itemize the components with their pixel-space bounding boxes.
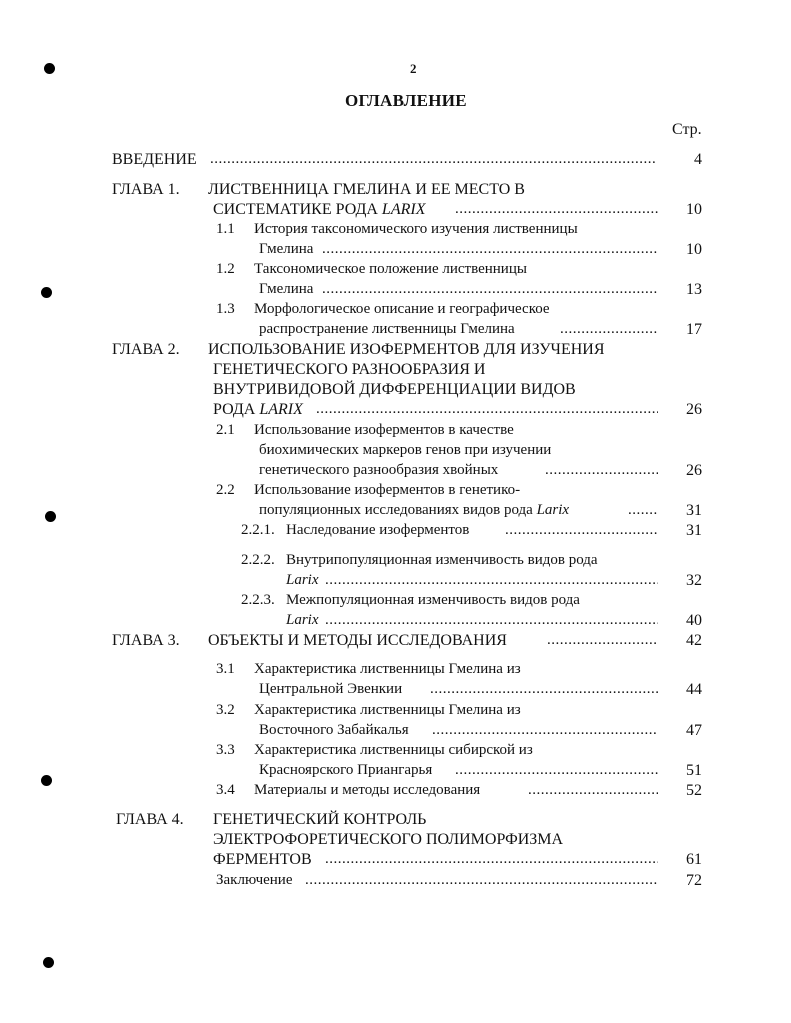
toc-title-2-2-2-line-1: Внутрипопуляционная изменчивость видов рода <box>286 552 598 568</box>
toc-page-1-1: 10 <box>686 241 702 258</box>
toc-title-chapter-3: ОБЪЕКТЫ И МЕТОДЫ ИССЛЕДОВАНИЯ <box>208 632 507 649</box>
toc-page-conclusion: 72 <box>686 872 702 889</box>
toc-title-chapter-4-line-3: ФЕРМЕНТОВ <box>213 851 312 868</box>
toc-label-2-1: 2.1 <box>216 422 235 438</box>
binding-hole-1 <box>44 63 55 74</box>
toc-page-3-1: 44 <box>686 681 702 698</box>
toc-leader <box>455 202 658 217</box>
toc-label-conclusion: Заключение <box>216 872 293 888</box>
toc-label-3-4: 3.4 <box>216 782 235 798</box>
toc-leader <box>432 723 658 738</box>
toc-title-1-2-line-2: Гмелина <box>259 281 314 297</box>
binding-hole-4 <box>41 775 52 786</box>
binding-hole-2 <box>41 287 52 298</box>
toc-title-chapter-1-line-1: ЛИСТВЕННИЦА ГМЕЛИНА И ЕЕ МЕСТО В <box>208 181 525 198</box>
toc-leader <box>316 402 658 417</box>
toc-title-2-2-3-line-1: Межпопуляционная изменчивость видов рода <box>286 592 580 608</box>
toc-leader <box>325 852 658 867</box>
toc-page-3-4: 52 <box>686 782 702 799</box>
toc-leader <box>528 783 658 798</box>
toc-leader <box>505 523 658 538</box>
toc-page-chapter-1: 10 <box>686 201 702 218</box>
toc-label-1-3: 1.3 <box>216 301 235 317</box>
toc-leader <box>545 463 658 478</box>
toc-title-chapter-2-line-3: ВНУТРИВИДОВОЙ ДИФФЕРЕНЦИАЦИИ ВИДОВ <box>213 381 576 398</box>
toc-label-2-2-2: 2.2.2. <box>241 552 275 568</box>
toc-title-1-1-line-2: Гмелина <box>259 241 314 257</box>
toc-label-3-1: 3.1 <box>216 661 235 677</box>
toc-title-chapter-4-line-2: ЭЛЕКТРОФОРЕТИЧЕСКОГО ПОЛИМОРФИЗМА <box>213 831 564 848</box>
toc-leader <box>560 322 658 337</box>
toc-title-chapter-2-line-2: ГЕНЕТИЧЕСКОГО РАЗНООБРАЗИЯ И <box>213 361 486 378</box>
toc-page-introduction: 4 <box>694 151 702 168</box>
toc-label-chapter-3: ГЛАВА 3. <box>112 632 180 649</box>
toc-page-chapter-3: 42 <box>686 632 702 649</box>
toc-leader <box>325 613 658 628</box>
toc-page-1-2: 13 <box>686 281 702 298</box>
toc-title-3-3-line-2: Красноярского Приангарья <box>259 762 433 778</box>
toc-title-3-2-line-1: Характеристика лиственницы Гмелина из <box>254 702 521 718</box>
toc-title-3-2-line-2: Восточного Забайкалья <box>259 722 409 738</box>
toc-title-chapter-2-line-4: РОДА LARIX <box>213 401 303 418</box>
toc-title-chapter-4-line-1: ГЕНЕТИЧЕСКИЙ КОНТРОЛЬ <box>213 811 427 828</box>
toc-leader <box>322 282 658 297</box>
toc-page-2-2-3: 40 <box>686 612 702 629</box>
toc-title-2-2-3-line-2: Larix <box>286 612 319 628</box>
toc-title-3-1-line-2: Центральной Эвенкии <box>259 681 403 697</box>
toc-title-2-1-line-3: генетического разнообразия хвойных <box>259 462 499 478</box>
toc-page-chapter-4: 61 <box>686 851 702 868</box>
toc-label-2-2-3: 2.2.3. <box>241 592 275 608</box>
toc-title-3-3-line-1: Характеристика лиственницы сибирской из <box>254 742 533 758</box>
toc-leader <box>455 763 658 778</box>
toc-title-2-2-1: Наследование изоферментов <box>286 522 470 538</box>
page-number: 2 <box>410 61 417 76</box>
toc-title-1-3-line-2: распространение лиственницы Гмелина <box>259 321 515 337</box>
toc-label-chapter-2: ГЛАВА 2. <box>112 341 180 358</box>
toc-title-1-2-line-1: Таксономическое положение лиственницы <box>254 261 527 277</box>
toc-title-2-2-line-2: популяционных исследованиях видов рода Larix <box>259 502 570 518</box>
toc-title-2-2-2-line-2: Larix <box>286 572 319 588</box>
toc-page-2-2-1: 31 <box>686 522 702 539</box>
toc-title-1-3-line-1: Морфологическое описание и географическое <box>254 301 550 317</box>
toc-title-2-2-line-1: Использование изоферментов в генетико- <box>254 482 521 498</box>
toc-leader <box>305 873 658 888</box>
toc-label-3-3: 3.3 <box>216 742 235 758</box>
toc-label-1-2: 1.2 <box>216 261 235 277</box>
toc-title-1-1-line-1: История таксономического изучения лиственницы <box>254 221 578 237</box>
toc-title-chapter-1-line-2: СИСТЕМАТИКЕ РОДА LARIX <box>213 201 426 218</box>
toc-leader <box>210 152 656 167</box>
toc-label-1-1: 1.1 <box>216 221 235 237</box>
toc-title-3-1-line-1: Характеристика лиственницы Гмелина из <box>254 661 521 677</box>
toc-page-2-2-2: 32 <box>686 572 702 589</box>
toc-page-chapter-2: 26 <box>686 401 702 418</box>
toc-leader <box>322 242 658 257</box>
toc-title-chapter-2-line-1: ИСПОЛЬЗОВАНИЕ ИЗОФЕРМЕНТОВ ДЛЯ ИЗУЧЕНИЯ <box>208 341 605 358</box>
toc-label-chapter-1: ГЛАВА 1. <box>112 181 180 198</box>
toc-title-2-1-line-1: Использование изоферментов в качестве <box>254 422 514 438</box>
binding-hole-5 <box>43 957 54 968</box>
pages-header: Стр. <box>672 121 702 138</box>
toc-title-2-1-line-2: биохимических маркеров генов при изучении <box>259 442 552 458</box>
page-title: ОГЛАВЛЕНИЕ <box>345 91 467 110</box>
binding-hole-3 <box>45 511 56 522</box>
toc-leader <box>325 573 658 588</box>
toc-page-2-1: 26 <box>686 462 702 479</box>
toc-label-introduction: ВВЕДЕНИЕ <box>112 151 197 168</box>
toc-title-3-4: Материалы и методы исследования <box>254 782 481 798</box>
toc-label-2-2-1: 2.2.1. <box>241 522 275 538</box>
toc-page-3-3: 51 <box>686 762 702 779</box>
toc-leader <box>430 682 658 697</box>
toc-page-3-2: 47 <box>686 722 702 739</box>
toc-label-2-2: 2.2 <box>216 482 235 498</box>
toc-label-3-2: 3.2 <box>216 702 235 718</box>
toc-page-2-2: 31 <box>686 502 702 519</box>
toc-label-chapter-4: ГЛАВА 4. <box>116 811 184 828</box>
toc-leader <box>628 503 658 518</box>
toc-leader <box>547 633 658 648</box>
toc-page-1-3: 17 <box>686 321 702 338</box>
